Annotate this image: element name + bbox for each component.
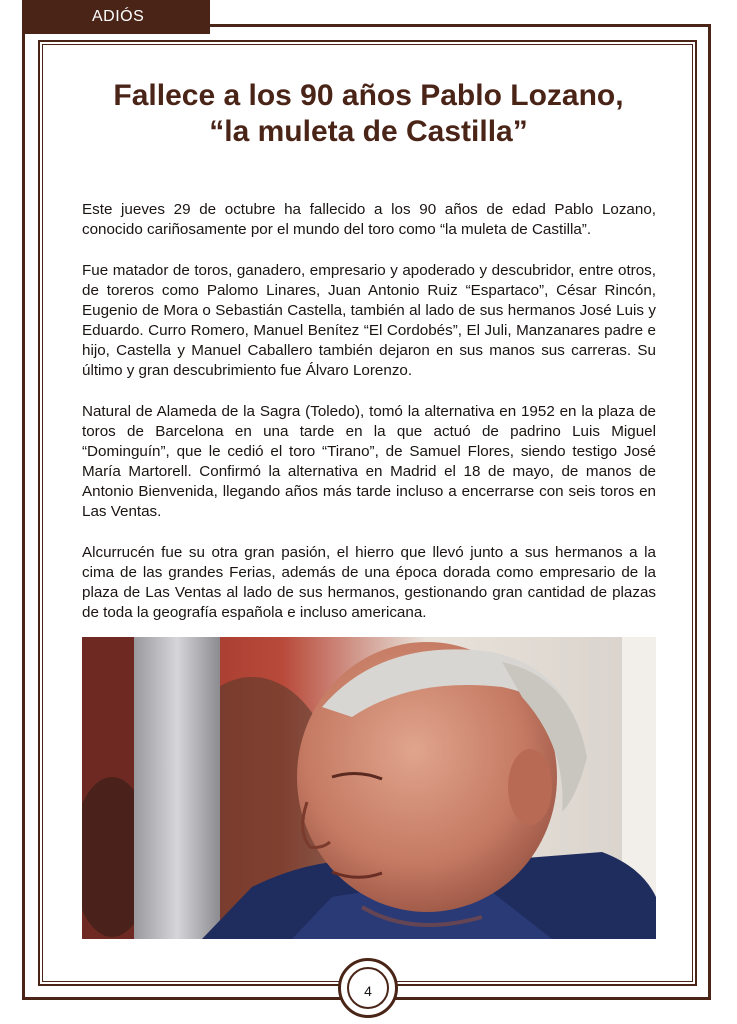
page-number: 4 bbox=[364, 983, 372, 999]
article-title bbox=[60, 78, 677, 150]
paragraph-3: Natural de Alameda de la Sagra (Toledo), tomó la alternativa en 1952 en la plaza de toros de Barcelona en una tarde en la que actuó de padrino Luis Miguel “Dominguín”, que le cedió el toro “Tirano”, de Samuel Flores, siendo testigo José María Martorell. Confirmó la alternativa en Madrid el 18 de mayo, de manos de Antonio Bienvenida, llegando años más tarde incluso a encerrarse con seis toros en Las Ventas. bbox=[82, 403, 656, 520]
portrait-photo bbox=[82, 637, 656, 939]
paragraph-4: Alcurrucén fue su otra gran pasión, el hierro que llevó junto a sus hermanos a la cima de las grandes Ferias, además de una época dorada como empresario de la plaza de Las Ventas al lado de sus hermanos, gestionando gran cantidad de plazas de toda la geografía española e incluso americana. bbox=[82, 544, 656, 621]
title-line-1: Fallece a los 90 años Pablo Lozano, bbox=[113, 79, 624, 112]
section-tab-label: ADIÓS bbox=[92, 8, 145, 25]
title-line-2: “la muleta de Castilla” bbox=[209, 115, 528, 148]
paragraph-1: Este jueves 29 de octubre ha fallecido a los 90 años de edad Pablo Lozano, conocido cariñosamente por el mundo del toro como “la muleta de Castilla”. bbox=[82, 201, 656, 238]
paragraph-2: Fue matador de toros, ganadero, empresario y apoderado y descubridor, entre otros, de toreros como Palomo Linares, Juan Antonio Ruiz “Espartaco”, César Rincón, Eugenio de Mora o Sebastián Castella, también al lado de sus hermanos José Luis y Eduardo. Curro Romero, Manuel Benítez “El Cordobés”, El Juli, Manzanares padre e hijo, Castella y Manuel Caballero también dejaron en sus manos sus carreras. Su último y gran descubrimiento fue Álvaro Lorenzo. bbox=[82, 262, 656, 379]
portrait-illustration bbox=[82, 637, 656, 939]
article-body bbox=[82, 200, 656, 644]
page-number-badge bbox=[338, 958, 398, 1018]
